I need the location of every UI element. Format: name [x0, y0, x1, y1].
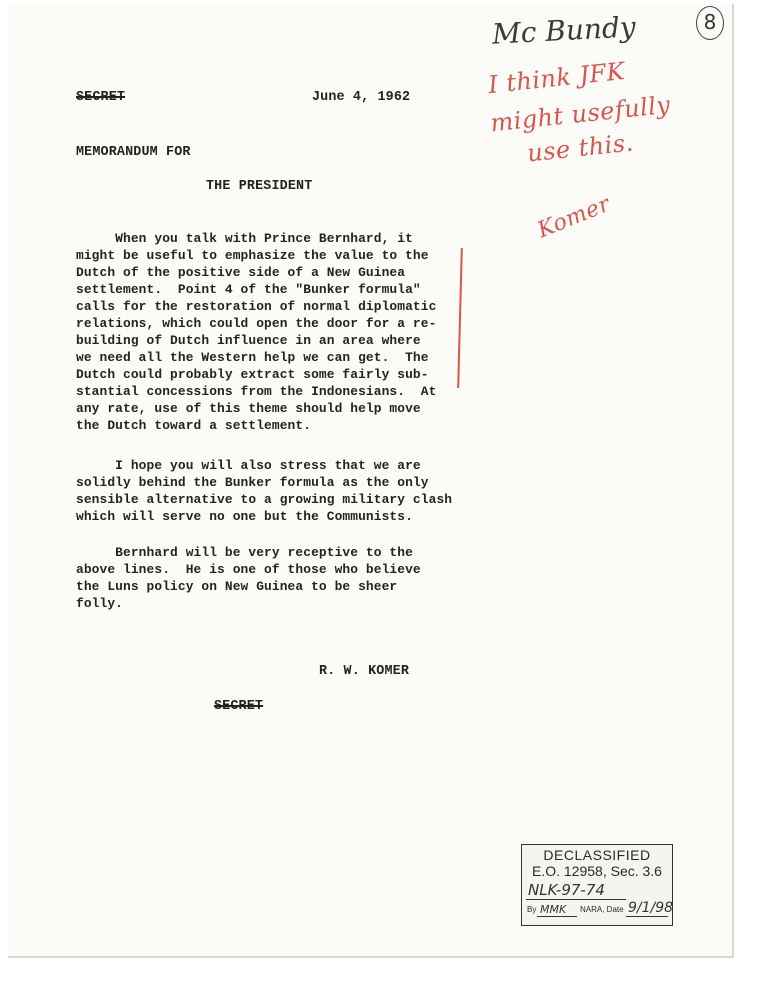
paragraph-line: solidly behind the Bunker formula as the only	[76, 475, 429, 490]
memo-recipient: THE PRESIDENT	[206, 179, 313, 194]
stamp-by-value: MMK	[540, 903, 567, 916]
handwritten-note-line: use this.	[525, 128, 635, 168]
stamp-date-label: NARA, Date	[580, 905, 624, 914]
paragraph-line: might be useful to emphasize the value to the	[76, 248, 429, 263]
paragraph-line: Bernhard will be very receptive to the	[76, 545, 413, 560]
handwritten-initials: Komer	[534, 191, 614, 244]
handwritten-note-line: might usefully	[489, 90, 672, 138]
stamp-case-number: NLK-97-74	[528, 881, 605, 899]
page-number-circle: 8	[696, 6, 724, 40]
paragraph-line: the Luns policy on New Guinea to be sheer	[76, 579, 398, 594]
memo-date: June 4, 1962	[312, 90, 411, 105]
paragraph-line: the Dutch toward a settlement.	[76, 418, 312, 433]
paragraph-line: sensible alternative to a growing military clash	[76, 492, 453, 507]
paragraph-line: When you talk with Prince Bernhard, it	[76, 231, 413, 246]
stamp-divider	[526, 899, 626, 900]
paragraph-line: I hope you will also stress that we are	[76, 458, 421, 473]
paragraph-line: Dutch of the positive side of a New Guinea	[76, 265, 406, 280]
stamp-by-underline	[537, 916, 577, 917]
paragraph-line: calls for the restoration of normal diplomatic	[76, 299, 437, 314]
paragraph-line: settlement. Point 4 of the "Bunker formula"	[76, 282, 421, 297]
paragraph-line: above lines. He is one of those who believe	[76, 562, 421, 577]
stamp-authority: E.O. 12958, Sec. 3.6	[532, 863, 662, 879]
classification-header: SECRET	[76, 90, 126, 105]
paragraph-line: Dutch could probably extract some fairly sub-	[76, 367, 429, 382]
stamp-date-value: 9/1/98	[628, 900, 674, 916]
handwritten-note-line: I think JFK	[486, 56, 627, 100]
paragraph-line: folly.	[76, 596, 124, 611]
handwritten-addressee: Mc Bundy	[491, 10, 637, 51]
stamp-by-label: By	[527, 905, 537, 914]
classification-footer: SECRET	[214, 699, 264, 714]
paragraph-line: stantial concessions from the Indonesians. At	[76, 384, 437, 399]
memo-for-label: MEMORANDUM FOR	[76, 145, 191, 160]
paragraph-line: building of Dutch influence in an area where	[76, 333, 421, 348]
declassified-stamp	[521, 844, 673, 926]
paragraph-line: relations, which could open the door for a re-	[76, 316, 437, 331]
paragraph-line: we need all the Western help we can get. The	[76, 350, 429, 365]
stamp-title: DECLASSIFIED	[543, 847, 651, 863]
paragraph-line: any rate, use of this theme should help move	[76, 401, 421, 416]
signature: R. W. KOMER	[319, 664, 410, 679]
stamp-date-underline	[626, 916, 668, 917]
paragraph-line: which will serve no one but the Communists.	[76, 509, 413, 524]
